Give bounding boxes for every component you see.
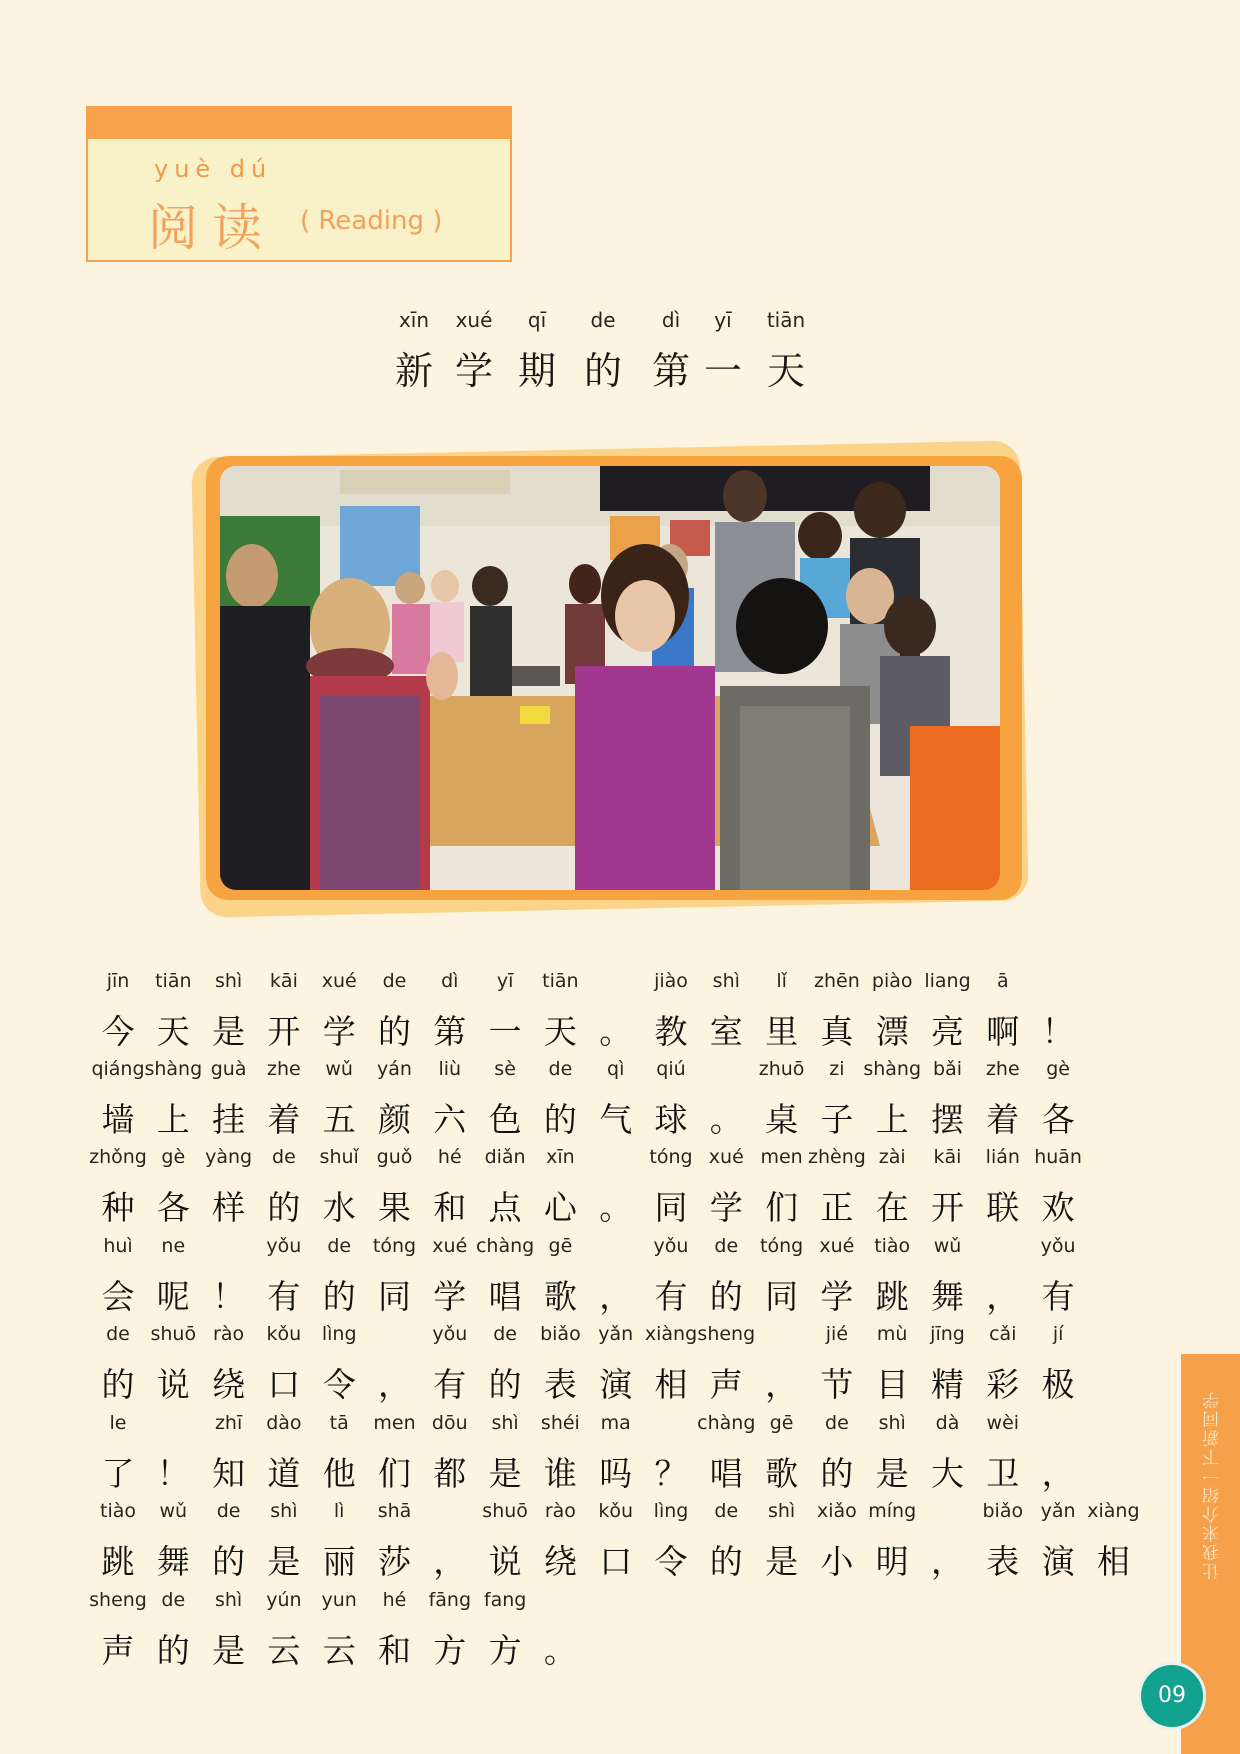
passage-pinyin: yǒu	[653, 1235, 689, 1257]
title-pinyin-syllable: xué	[455, 308, 493, 332]
passage-character: 第	[433, 1012, 467, 1051]
passage-character: 有	[267, 1277, 301, 1316]
punctuation: ！	[156, 1454, 190, 1493]
passage-character: 学	[709, 1188, 743, 1227]
passage-pinyin: zhe	[985, 1058, 1020, 1080]
passage-character: 云	[322, 1631, 356, 1670]
title-character: 的	[583, 349, 623, 393]
passage-character: 各	[156, 1188, 190, 1227]
passage-pinyin: xīn	[546, 1146, 575, 1168]
punctuation: ！	[212, 1277, 246, 1316]
punctuation: ？	[654, 1454, 688, 1493]
passage-pinyin: qiáng	[91, 1058, 145, 1080]
passage-character: 是	[765, 1542, 799, 1581]
passage-pinyin: xiǎo	[816, 1500, 857, 1522]
passage-character: 有	[433, 1365, 467, 1404]
title-character: 期	[517, 349, 557, 393]
passage-pinyin: shā	[377, 1500, 412, 1522]
passage-pinyin: gè	[1046, 1058, 1070, 1080]
passage-pinyin: wǔ	[325, 1058, 353, 1080]
passage-character: 学	[820, 1277, 854, 1316]
passage-character: 声	[101, 1631, 135, 1670]
section-english: ( Reading )	[300, 206, 443, 236]
passage-pinyin: ma	[600, 1412, 631, 1434]
passage-pinyin: shì	[214, 970, 243, 992]
passage-character: 的	[488, 1365, 522, 1404]
passage-pinyin: ā	[996, 970, 1009, 992]
passage-character: 歌	[543, 1277, 577, 1316]
passage-pinyin: jié	[825, 1323, 849, 1345]
passage-character: 和	[433, 1188, 467, 1227]
passage-pinyin: tiào	[100, 1500, 136, 1522]
passage-pinyin: tóng	[372, 1235, 417, 1257]
passage-character: 摆	[931, 1100, 964, 1139]
passage-character: 歌	[765, 1454, 799, 1493]
passage-character: 桌	[765, 1100, 799, 1139]
punctuation: 。	[599, 1012, 633, 1051]
punctuation: ，	[378, 1365, 411, 1404]
passage-pinyin: piào	[871, 970, 913, 992]
passage-pinyin: xiàng	[1087, 1500, 1140, 1522]
passage-character: 方	[488, 1631, 522, 1670]
passage-pinyin: tóng	[760, 1235, 804, 1257]
punctuation: 。	[599, 1188, 633, 1227]
passage-character: 五	[322, 1100, 356, 1139]
passage-character: 上	[156, 1100, 190, 1139]
passage-pinyin: kǒu	[266, 1323, 302, 1345]
section-pinyin: yuè dú	[154, 155, 273, 183]
passage-pinyin: zhǒng	[89, 1146, 147, 1168]
passage-character: 卫	[986, 1454, 1020, 1493]
passage-character: 口	[599, 1542, 633, 1581]
passage-character: 相	[1096, 1542, 1130, 1581]
punctuation: ，	[931, 1542, 964, 1581]
passage-character: 各	[1041, 1100, 1075, 1139]
passage-character: 里	[765, 1012, 799, 1051]
passage-character: 的	[378, 1012, 411, 1051]
passage-pinyin: de	[216, 1500, 241, 1522]
passage-pinyin: tā	[329, 1412, 349, 1434]
passage-pinyin: mù	[876, 1323, 908, 1345]
passage-character: 球	[654, 1100, 688, 1139]
passage-pinyin: jí	[1052, 1323, 1064, 1345]
passage-character: 节	[820, 1365, 854, 1404]
passage-pinyin: qì	[607, 1058, 625, 1080]
passage-character: 舞	[156, 1542, 190, 1581]
passage-pinyin: rào	[213, 1323, 245, 1345]
passage-character: 啊	[986, 1012, 1020, 1051]
passage-character: 的	[709, 1542, 743, 1581]
passage-character: 是	[875, 1454, 909, 1493]
passage-character: 一	[488, 1012, 522, 1051]
passage-character: 同	[654, 1188, 688, 1227]
passage-pinyin: yǒu	[266, 1235, 302, 1257]
passage-pinyin: zhēn	[814, 970, 860, 992]
passage-character: 颜	[378, 1100, 411, 1139]
passage-character: 六	[433, 1100, 467, 1139]
passage-pinyin: yún	[266, 1589, 302, 1611]
passage-character: 开	[267, 1012, 301, 1051]
passage-character: 是	[267, 1542, 301, 1581]
punctuation: 。	[543, 1631, 577, 1670]
passage-pinyin: yán	[377, 1058, 412, 1080]
passage-character: 莎	[378, 1542, 411, 1581]
title-pinyin-syllable: yī	[714, 308, 732, 332]
classroom-photo	[220, 466, 1000, 890]
passage-pinyin: tiān	[542, 970, 579, 992]
passage-character: 相	[654, 1365, 688, 1404]
passage-pinyin: yǎn	[598, 1323, 634, 1345]
passage-character: 令	[322, 1365, 356, 1404]
passage-pinyin: dà	[935, 1412, 960, 1434]
passage-character: 表	[986, 1542, 1020, 1581]
passage-character: 方	[433, 1631, 467, 1670]
passage-pinyin: shuō	[150, 1323, 197, 1345]
passage-pinyin: rào	[544, 1500, 576, 1522]
passage-character: 的	[101, 1365, 135, 1404]
passage-pinyin: hé	[437, 1146, 462, 1168]
passage-pinyin: de	[714, 1500, 739, 1522]
passage-pinyin: chàng	[697, 1412, 756, 1434]
passage-pinyin: fāng	[428, 1589, 472, 1611]
passage-character: 演	[1041, 1542, 1075, 1581]
passage-pinyin: zhèng	[807, 1146, 866, 1168]
passage-character: 说	[488, 1542, 522, 1581]
passage-pinyin: wǔ	[159, 1500, 188, 1522]
title-character: 第	[651, 349, 691, 393]
title-pinyin-syllable: dì	[661, 308, 681, 332]
passage-pinyin: dào	[266, 1412, 302, 1434]
passage-character: 色	[488, 1100, 522, 1139]
passage-pinyin: shuō	[482, 1500, 528, 1522]
passage-pinyin: de	[161, 1589, 186, 1611]
passage-pinyin: tiào	[874, 1235, 911, 1257]
passage-character: 令	[654, 1542, 688, 1581]
passage-pinyin: zhe	[267, 1058, 301, 1080]
passage-character: 同	[765, 1277, 799, 1316]
passage-pinyin: shì	[878, 1412, 906, 1434]
passage-pinyin: diǎn	[484, 1146, 526, 1168]
passage-pinyin: lìng	[321, 1323, 357, 1345]
passage-character: 目	[875, 1365, 909, 1404]
title-character: 学	[454, 349, 494, 393]
passage-pinyin: yǒu	[432, 1323, 468, 1345]
passage-character: 正	[820, 1188, 854, 1227]
passage-pinyin: de	[382, 970, 407, 992]
passage-character: 表	[543, 1365, 577, 1404]
passage-pinyin: tóng	[649, 1146, 693, 1168]
passage-character: 学	[322, 1012, 356, 1051]
passage-pinyin: tiān	[155, 970, 192, 992]
passage-pinyin: sheng	[89, 1589, 147, 1611]
passage-character: 都	[433, 1454, 467, 1493]
passage-pinyin: shàng	[144, 1058, 203, 1080]
passage-pinyin: shì	[270, 1500, 298, 1522]
passage-pinyin: chàng	[475, 1235, 535, 1257]
passage-character: 彩	[986, 1365, 1020, 1404]
passage-character: 有	[654, 1277, 688, 1316]
passage-pinyin: ne	[161, 1235, 186, 1257]
passage-pinyin: de	[106, 1323, 130, 1345]
passage-pinyin: dì	[441, 970, 459, 992]
passage-pinyin: de	[327, 1235, 352, 1257]
passage-pinyin: kāi	[269, 970, 298, 992]
passage-pinyin: men	[373, 1412, 416, 1434]
passage-pinyin: biǎo	[540, 1323, 581, 1345]
passage-pinyin: gè	[161, 1146, 186, 1168]
passage-pinyin: dōu	[431, 1412, 468, 1434]
passage-pinyin: wǔ	[933, 1235, 962, 1257]
passage-character: 明	[875, 1542, 909, 1581]
punctuation: ！	[1041, 1012, 1075, 1051]
passage-pinyin: kāi	[933, 1146, 962, 1168]
passage-character: 欢	[1041, 1188, 1075, 1227]
passage-pinyin: lì	[333, 1500, 345, 1522]
title-pinyin-syllable: tiān	[766, 308, 806, 332]
passage-character: 墙	[101, 1100, 135, 1139]
title-pinyin-syllable: qī	[527, 308, 547, 332]
side-chapter-title: 让我来介绍一下新同学	[1203, 1390, 1223, 1580]
passage-character: 室	[709, 1012, 743, 1051]
passage-pinyin: yǎn	[1040, 1500, 1076, 1522]
passage-pinyin: sheng	[697, 1323, 756, 1345]
passage-pinyin: yàng	[205, 1146, 253, 1168]
passage-character: 会	[101, 1277, 135, 1316]
passage-character: 子	[820, 1100, 854, 1139]
passage-character: 着	[267, 1100, 301, 1139]
passage-pinyin: shuǐ	[319, 1146, 359, 1168]
passage-character: 联	[986, 1188, 1020, 1227]
passage-character: 是	[212, 1631, 246, 1670]
passage-pinyin: gē	[548, 1235, 573, 1257]
passage-character: 果	[378, 1188, 411, 1227]
passage-pinyin: zi	[829, 1058, 845, 1080]
passage-pinyin: biǎo	[982, 1500, 1024, 1522]
passage-character: 跳	[101, 1542, 135, 1581]
passage-pinyin: hé	[382, 1589, 407, 1611]
passage-pinyin: xué	[432, 1235, 468, 1257]
passage-character: 的	[322, 1277, 356, 1316]
passage-character: 上	[875, 1100, 909, 1139]
passage-pinyin: bǎi	[933, 1058, 962, 1080]
passage-character: 天	[543, 1012, 577, 1051]
punctuation: 。	[709, 1100, 743, 1139]
passage-character: 道	[267, 1454, 301, 1493]
passage-pinyin: shì	[712, 970, 740, 992]
passage-character: 亮	[931, 1012, 964, 1051]
passage-character: 点	[488, 1188, 522, 1227]
passage-pinyin: zhī	[214, 1412, 243, 1434]
passage-pinyin: de	[825, 1412, 849, 1434]
passage-pinyin: sè	[494, 1058, 516, 1080]
passage-pinyin: zài	[878, 1146, 906, 1168]
passage-pinyin: le	[109, 1412, 127, 1434]
passage-character: 着	[986, 1100, 1020, 1139]
passage-pinyin: yī	[496, 970, 514, 992]
passage-pinyin: xué	[819, 1235, 855, 1257]
title-character: 新	[394, 349, 434, 393]
passage-character: 了	[101, 1454, 135, 1493]
passage-pinyin: xué	[321, 970, 357, 992]
passage-pinyin: de	[548, 1058, 573, 1080]
passage-pinyin: jīn	[106, 970, 130, 992]
passage-character: 他	[322, 1454, 356, 1493]
passage-character: 跳	[875, 1277, 909, 1316]
passage-character: 口	[267, 1365, 301, 1404]
title-character: 天	[766, 349, 806, 393]
section-title: 阅读	[148, 199, 276, 257]
passage-character: 的	[543, 1100, 577, 1139]
passage-character: 舞	[931, 1277, 964, 1316]
passage-pinyin: lián	[985, 1146, 1020, 1168]
passage-character: 的	[709, 1277, 743, 1316]
passage-pinyin: lǐ	[776, 970, 787, 992]
passage-pinyin: liang	[924, 970, 971, 992]
passage-character: 吗	[599, 1454, 633, 1493]
punctuation: ，	[599, 1277, 633, 1316]
passage-pinyin: shàng	[863, 1058, 922, 1080]
passage-character: 的	[820, 1454, 854, 1493]
passage-character: 绕	[543, 1542, 577, 1581]
passage-pinyin: shì	[767, 1500, 796, 1522]
passage-pinyin: shì	[214, 1589, 243, 1611]
passage-character: 极	[1041, 1365, 1075, 1404]
passage-character: 精	[931, 1365, 964, 1404]
passage-pinyin: huì	[103, 1235, 133, 1257]
passage-character: 大	[931, 1454, 964, 1493]
passage-character: 声	[709, 1365, 743, 1404]
passage-character: 云	[267, 1631, 301, 1670]
passage-character: 丽	[322, 1542, 356, 1581]
passage-character: 的	[267, 1188, 301, 1227]
passage-pinyin: de	[272, 1146, 296, 1168]
passage-character: 说	[156, 1365, 190, 1404]
passage-character: 漂	[875, 1012, 909, 1051]
punctuation: ，	[765, 1365, 799, 1404]
passage-pinyin: cǎi	[989, 1323, 1017, 1345]
title-pinyin-syllable: de	[590, 308, 616, 332]
passage-character: 天	[156, 1012, 190, 1051]
passage-pinyin: zhuō	[758, 1058, 805, 1080]
passage-pinyin: fang	[483, 1589, 527, 1611]
punctuation: ，	[986, 1277, 1020, 1316]
passage-pinyin: xiàng	[644, 1323, 698, 1345]
passage-pinyin: huān	[1034, 1146, 1082, 1168]
passage-pinyin: kǒu	[598, 1500, 634, 1522]
passage-pinyin: xué	[708, 1146, 744, 1168]
passage-pinyin: liù	[438, 1058, 462, 1080]
passage-character: 挂	[212, 1100, 246, 1139]
passage-character: 今	[101, 1012, 135, 1051]
passage-character: 是	[488, 1454, 522, 1493]
passage-character: 们	[378, 1454, 411, 1493]
passage-pinyin: qiú	[656, 1058, 686, 1080]
title-pinyin-syllable: xīn	[398, 308, 430, 332]
passage-character: 的	[212, 1542, 246, 1581]
passage-character: 呢	[156, 1277, 190, 1316]
passage-character: 种	[101, 1188, 135, 1227]
passage-character: 在	[875, 1188, 909, 1227]
passage-pinyin: shéi	[540, 1412, 580, 1434]
passage-pinyin: guǒ	[376, 1146, 413, 1168]
passage-character: 知	[212, 1454, 246, 1493]
passage-character: 们	[765, 1188, 799, 1227]
passage-pinyin: jīng	[930, 1323, 965, 1345]
passage-pinyin: shì	[491, 1412, 519, 1434]
passage-character: 真	[820, 1012, 854, 1051]
passage-pinyin: guà	[210, 1058, 247, 1080]
passage-character: 演	[599, 1365, 633, 1404]
passage-character: 的	[156, 1631, 190, 1670]
passage-pinyin: yǒu	[1040, 1235, 1076, 1257]
passage-character: 有	[1041, 1277, 1075, 1316]
passage-character: 绕	[212, 1365, 246, 1404]
passage-character: 小	[820, 1542, 854, 1581]
passage-character: 是	[212, 1012, 246, 1051]
passage-pinyin: wèi	[986, 1412, 1020, 1434]
punctuation: ，	[1041, 1454, 1075, 1493]
passage-pinyin: lìng	[653, 1500, 689, 1522]
section-header	[86, 106, 512, 262]
passage-character: 同	[378, 1277, 411, 1316]
title-character: 一	[703, 349, 743, 393]
passage-pinyin: jiào	[654, 970, 688, 992]
passage-character: 学	[433, 1277, 467, 1316]
passage-character: 开	[931, 1188, 964, 1227]
passage-character: 唱	[709, 1454, 743, 1493]
passage-pinyin: yun	[321, 1589, 357, 1611]
passage-pinyin: de	[493, 1323, 517, 1345]
passage-pinyin: de	[714, 1235, 739, 1257]
passage-character: 教	[654, 1012, 688, 1051]
passage-character: 谁	[543, 1454, 577, 1493]
section-header-bar	[88, 108, 510, 139]
passage-pinyin: míng	[868, 1500, 917, 1522]
passage-character: 心	[543, 1188, 577, 1227]
passage-pinyin: men	[760, 1146, 803, 1168]
passage-character: 唱	[488, 1277, 522, 1316]
page-number: 09	[1138, 1662, 1206, 1730]
passage-character: 和	[378, 1631, 411, 1670]
passage-character: 水	[322, 1188, 356, 1227]
passage-pinyin: gē	[769, 1412, 794, 1434]
punctuation: ，	[433, 1542, 467, 1581]
passage-character: 样	[212, 1188, 246, 1227]
passage-character: 气	[599, 1100, 633, 1139]
